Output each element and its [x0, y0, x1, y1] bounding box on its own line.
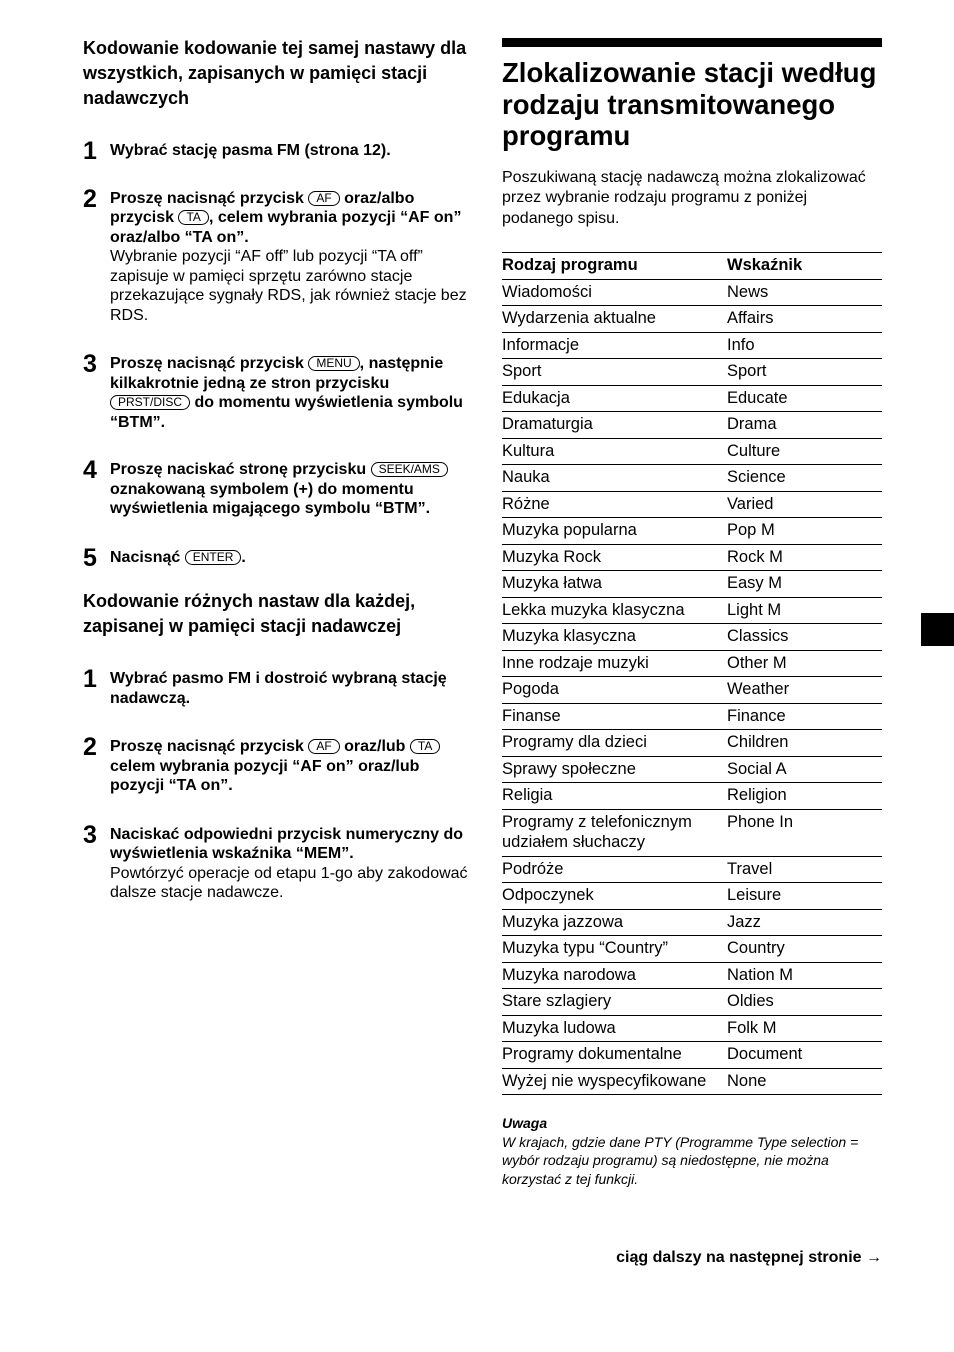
program-type-cell: Finanse — [502, 703, 727, 730]
menu-button-icon: MENU — [308, 356, 359, 371]
program-type-cell: Programy z telefonicznym udziałem słuchaczy — [502, 809, 727, 856]
indicator-cell: Country — [727, 936, 882, 963]
indicator-cell: None — [727, 1068, 882, 1095]
program-type-cell: Wydarzenia aktualne — [502, 306, 727, 333]
indicator-cell: Easy M — [727, 571, 882, 598]
step-description: Powtórzyć operacje od etapu 1-go aby zakodować dalsze stacje nadawcze. — [110, 864, 468, 901]
indicator-cell: Folk M — [727, 1015, 882, 1042]
column-header-program-type: Rodzaj programu — [502, 253, 727, 280]
continued-notice — [616, 1249, 882, 1267]
table-row — [502, 1015, 882, 1042]
table-row — [502, 962, 882, 989]
indicator-cell: Classics — [727, 624, 882, 651]
program-type-cell: Informacje — [502, 332, 727, 359]
table-row — [502, 856, 882, 883]
table-row — [502, 650, 882, 677]
program-type-cell: Muzyka typu “Country” — [502, 936, 727, 963]
indicator-cell: Educate — [727, 385, 882, 412]
step-3 — [83, 820, 473, 903]
step-5 — [83, 543, 473, 572]
af-button-icon: AF — [308, 191, 339, 206]
table-body — [502, 279, 882, 1095]
table-row — [502, 624, 882, 651]
step-3 — [83, 350, 473, 432]
table-row — [502, 518, 882, 545]
af-button-icon: AF — [308, 739, 339, 754]
indicator-cell: Drama — [727, 412, 882, 439]
step-4 — [83, 456, 473, 519]
step-instruction: Nacisnąć ENTER . — [110, 548, 246, 566]
step-number: 5 — [83, 543, 97, 572]
step-1 — [83, 665, 473, 708]
section-heading-different-settings: Kodowanie różnych nastaw dla każdej, zapisanej w pamięci stacji nadawczej — [83, 591, 416, 636]
note-block — [502, 1114, 882, 1188]
indicator-cell: Weather — [727, 677, 882, 704]
program-type-cell: Religia — [502, 783, 727, 810]
program-type-cell: Pogoda — [502, 677, 727, 704]
step-number: 4 — [83, 456, 97, 484]
indicator-cell: Nation M — [727, 962, 882, 989]
table-row — [502, 306, 882, 333]
program-type-cell: Lekka muzyka klasyczna — [502, 597, 727, 624]
table-row — [502, 1042, 882, 1069]
table-row — [502, 989, 882, 1016]
step-number: 1 — [83, 665, 97, 693]
table-row — [502, 756, 882, 783]
table-row — [502, 677, 882, 704]
program-type-cell: Inne rodzaje muzyki — [502, 650, 727, 677]
program-type-cell: Sport — [502, 359, 727, 386]
indicator-cell: Oldies — [727, 989, 882, 1016]
page-title: Zlokalizowanie stacji według rodzaju transmitowanego programu — [502, 57, 877, 151]
indicator-cell: Pop M — [727, 518, 882, 545]
indicator-cell: Social A — [727, 756, 882, 783]
indicator-cell: Sport — [727, 359, 882, 386]
steps-list-same-setting — [83, 137, 473, 572]
column-header-indicator: Wskaźnik — [727, 253, 882, 280]
step-instruction: Proszę nacisnąć przycisk MENU , następnie kilkakrotnie jedną ze stron przycisku PRST/DISC do momentu wyświetlenia symbolu “BTM”. — [110, 355, 463, 431]
step-instruction: Proszę nacisnąć przycisk AF oraz/albo przycisk TA , celem wybrania pozycji “AF on” oraz/albo “TA on”. — [110, 189, 462, 246]
indicator-cell: Document — [727, 1042, 882, 1069]
indicator-cell: Varied — [727, 491, 882, 518]
program-type-cell: Wiadomości — [502, 279, 727, 306]
section-heading-same-setting: Kodowanie kodowanie tej samej nastawy dla wszystkich, zapisanych w pamięci stacji nadawczych — [83, 38, 467, 108]
table-row — [502, 279, 882, 306]
step-2 — [83, 184, 473, 326]
steps-list-different-settings — [83, 665, 473, 903]
continued-text: ciąg dalszy na następnej stronie — [616, 1249, 862, 1266]
step-number: 2 — [83, 184, 97, 213]
step-1 — [83, 137, 473, 165]
indicator-cell: Leisure — [727, 883, 882, 910]
indicator-cell: Religion — [727, 783, 882, 810]
table-row — [502, 544, 882, 571]
intro-paragraph: Poszukiwaną stację nadawczą można zlokalizować przez wybranie rodzaju programu z poniżej podanego spisu. — [502, 168, 866, 227]
table-row — [502, 909, 882, 936]
program-type-cell: Odpoczynek — [502, 883, 727, 910]
prst-disc-button-icon: PRST/DISC — [110, 395, 190, 410]
ta-button-icon: TA — [410, 739, 440, 754]
section-edge-tab — [921, 613, 954, 646]
indicator-cell: Affairs — [727, 306, 882, 333]
indicator-cell: Phone In — [727, 809, 882, 856]
step-number: 3 — [83, 350, 97, 378]
table-row — [502, 465, 882, 492]
program-type-cell: Nauka — [502, 465, 727, 492]
step-instruction: Wybrać stację pasma FM (strona 12). — [110, 142, 391, 159]
program-type-cell: Programy dokumentalne — [502, 1042, 727, 1069]
indicator-cell: Rock M — [727, 544, 882, 571]
indicator-cell: Jazz — [727, 909, 882, 936]
note-text: W krajach, gdzie dane PTY (Programme Type selection = wybór rodzaju programu) są niedostępne, nie można korzystać z tej funkcji. — [502, 1133, 859, 1187]
program-type-cell: Muzyka łatwa — [502, 571, 727, 598]
step-instruction: Wybrać pasmo FM i dostroić wybraną stację nadawczą. — [110, 670, 447, 707]
indicator-cell: Other M — [727, 650, 882, 677]
step-description: Wybranie pozycji “AF off” lub pozycji “TA off” zapisuje w pamięci sprzętu zarówno stacje przekazujące sygnały RDS, jak również stacje bez RDS. — [110, 248, 467, 324]
indicator-cell: Culture — [727, 438, 882, 465]
indicator-cell: News — [727, 279, 882, 306]
title-rule — [502, 38, 882, 47]
program-type-cell: Muzyka jazzowa — [502, 909, 727, 936]
table-row — [502, 783, 882, 810]
program-type-cell: Sprawy społeczne — [502, 756, 727, 783]
program-type-cell: Programy dla dzieci — [502, 730, 727, 757]
program-type-cell: Wyżej nie wyspecyfikowane — [502, 1068, 727, 1095]
left-column — [83, 36, 473, 903]
program-type-cell: Muzyka narodowa — [502, 962, 727, 989]
table-row — [502, 1068, 882, 1095]
table-row — [502, 597, 882, 624]
indicator-cell: Travel — [727, 856, 882, 883]
step-instruction: Proszę nacisnąć przycisk AF oraz/lub TA celem wybrania pozycji “AF on” oraz/lub pozycji “TA on”. — [110, 737, 473, 796]
program-type-cell: Muzyka klasyczna — [502, 624, 727, 651]
table-row — [502, 730, 882, 757]
indicator-cell: Children — [727, 730, 882, 757]
table-row — [502, 385, 882, 412]
table-row — [502, 332, 882, 359]
program-type-cell: Muzyka Rock — [502, 544, 727, 571]
pty-table — [502, 252, 882, 1095]
step-number: 3 — [83, 820, 97, 849]
table-row — [502, 412, 882, 439]
seek-ams-button-icon: SEEK/AMS — [371, 462, 448, 477]
table-row — [502, 936, 882, 963]
table-row — [502, 809, 882, 856]
indicator-cell: Light M — [727, 597, 882, 624]
step-number: 1 — [83, 137, 97, 165]
indicator-cell: Science — [727, 465, 882, 492]
program-type-cell: Kultura — [502, 438, 727, 465]
table-header-row — [502, 253, 882, 280]
table-row — [502, 359, 882, 386]
table-row — [502, 703, 882, 730]
indicator-cell: Finance — [727, 703, 882, 730]
table-row — [502, 571, 882, 598]
ta-button-icon: TA — [178, 210, 208, 225]
table-row — [502, 883, 882, 910]
program-type-cell: Edukacja — [502, 385, 727, 412]
program-type-cell: Różne — [502, 491, 727, 518]
right-column — [502, 38, 882, 1188]
table-row — [502, 491, 882, 518]
step-instruction: Proszę naciskać stronę przycisku SEEK/AMS oznakowaną symbolem (+) do momentu wyświetlenia migającego symbolu “BTM”. — [110, 460, 473, 519]
table-row — [502, 438, 882, 465]
program-type-cell: Stare szlagiery — [502, 989, 727, 1016]
step-number: 2 — [83, 733, 97, 761]
arrow-right-icon: → — [866, 1249, 882, 1266]
step-instruction: Naciskać odpowiedni przycisk numeryczny do wyświetlenia wskaźnika “MEM”. — [110, 825, 463, 862]
step-2 — [83, 733, 473, 796]
enter-button-icon: ENTER — [185, 550, 242, 565]
program-type-cell: Dramaturgia — [502, 412, 727, 439]
program-type-cell: Podróże — [502, 856, 727, 883]
program-type-cell: Muzyka popularna — [502, 518, 727, 545]
program-type-cell: Muzyka ludowa — [502, 1015, 727, 1042]
indicator-cell: Info — [727, 332, 882, 359]
note-title: Uwaga — [502, 1115, 548, 1131]
